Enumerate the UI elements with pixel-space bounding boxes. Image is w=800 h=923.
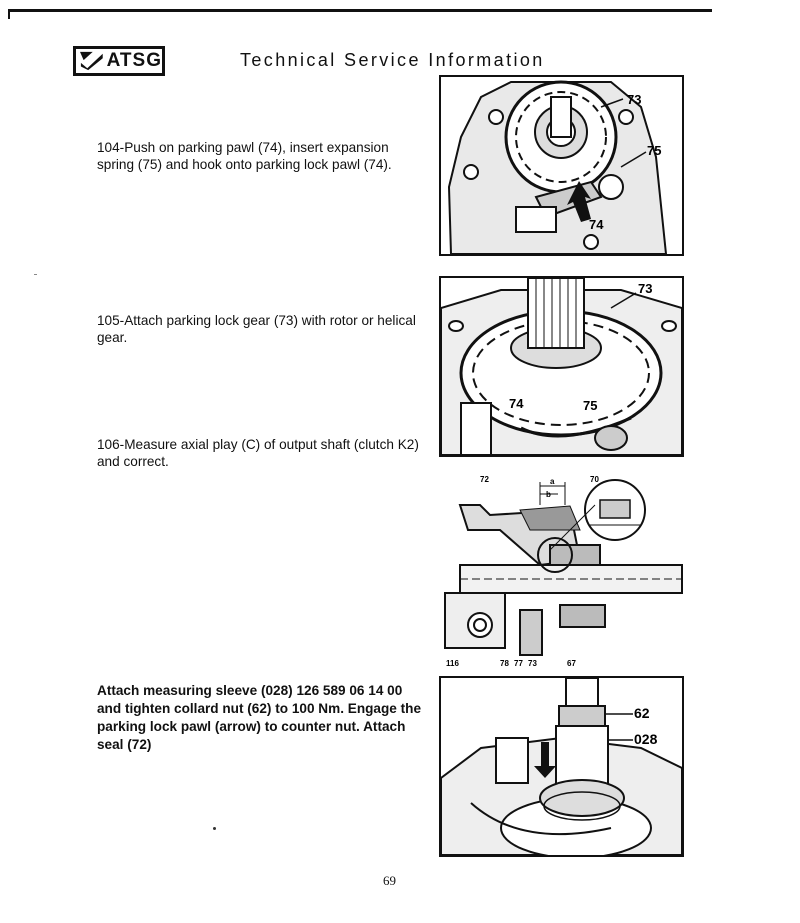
fig4-label-028: 028 (634, 731, 658, 747)
step-104-text: 104-Push on parking pawl (74), insert expansion spring (75) and hook onto parking lock pawl (74). (97, 140, 392, 172)
fig3-label-116: 116 (446, 659, 459, 668)
fig3-label-b: b (546, 490, 551, 499)
left-rule (8, 9, 10, 19)
parking-lock-gear-illustration (441, 278, 682, 455)
fig2-label-73: 73 (638, 281, 653, 296)
fig3-label-72: 72 (480, 475, 489, 484)
fig3-label-70: 70 (590, 475, 599, 484)
figure-parking-lock-gear (439, 276, 684, 457)
page-number: 69 (383, 873, 396, 888)
fig4-label-62: 62 (634, 705, 650, 721)
top-rule (8, 9, 712, 12)
stray-mark (213, 827, 216, 830)
checkmark-logo-icon (80, 51, 104, 71)
figure-measuring-sleeve (439, 676, 684, 857)
step-106-text: 106-Measure axial play (C) of output shaft (clutch K2) and correct. (97, 437, 419, 469)
fig3-label-73: 73 (528, 659, 537, 668)
parking-pawl-illustration (441, 77, 682, 254)
fig3-label-67: 67 (567, 659, 576, 668)
figure-parking-pawl (439, 75, 684, 256)
axial-play-illustration (440, 470, 688, 670)
margin-mark (34, 274, 37, 275)
measuring-sleeve-illustration (441, 678, 682, 855)
figure-axial-play-section (440, 470, 688, 670)
fig3-label-a: a (550, 477, 555, 486)
header-title: Technical Service Information (240, 50, 545, 70)
fig3-label-77: 77 (514, 659, 523, 668)
fig3-label-78: 78 (500, 659, 509, 668)
step-seal-text: Attach measuring sleeve (028) 126 589 06 14 00 and tighten collard nut (62) to 100 Nm. Engage the parking lock pawl (arrow) to counter nut. Attach seal (72) (97, 683, 422, 752)
atsg-logo (73, 46, 165, 76)
fig1-label-75: 75 (647, 143, 662, 158)
fig2-label-74: 74 (509, 396, 524, 411)
fig1-label-74: 74 (589, 217, 604, 232)
step-105-text: 105-Attach parking lock gear (73) with rotor or helical gear. (97, 313, 416, 345)
fig2-label-75: 75 (583, 398, 598, 413)
logo-text: ATSG (106, 50, 162, 71)
fig1-label-73: 73 (627, 92, 642, 107)
